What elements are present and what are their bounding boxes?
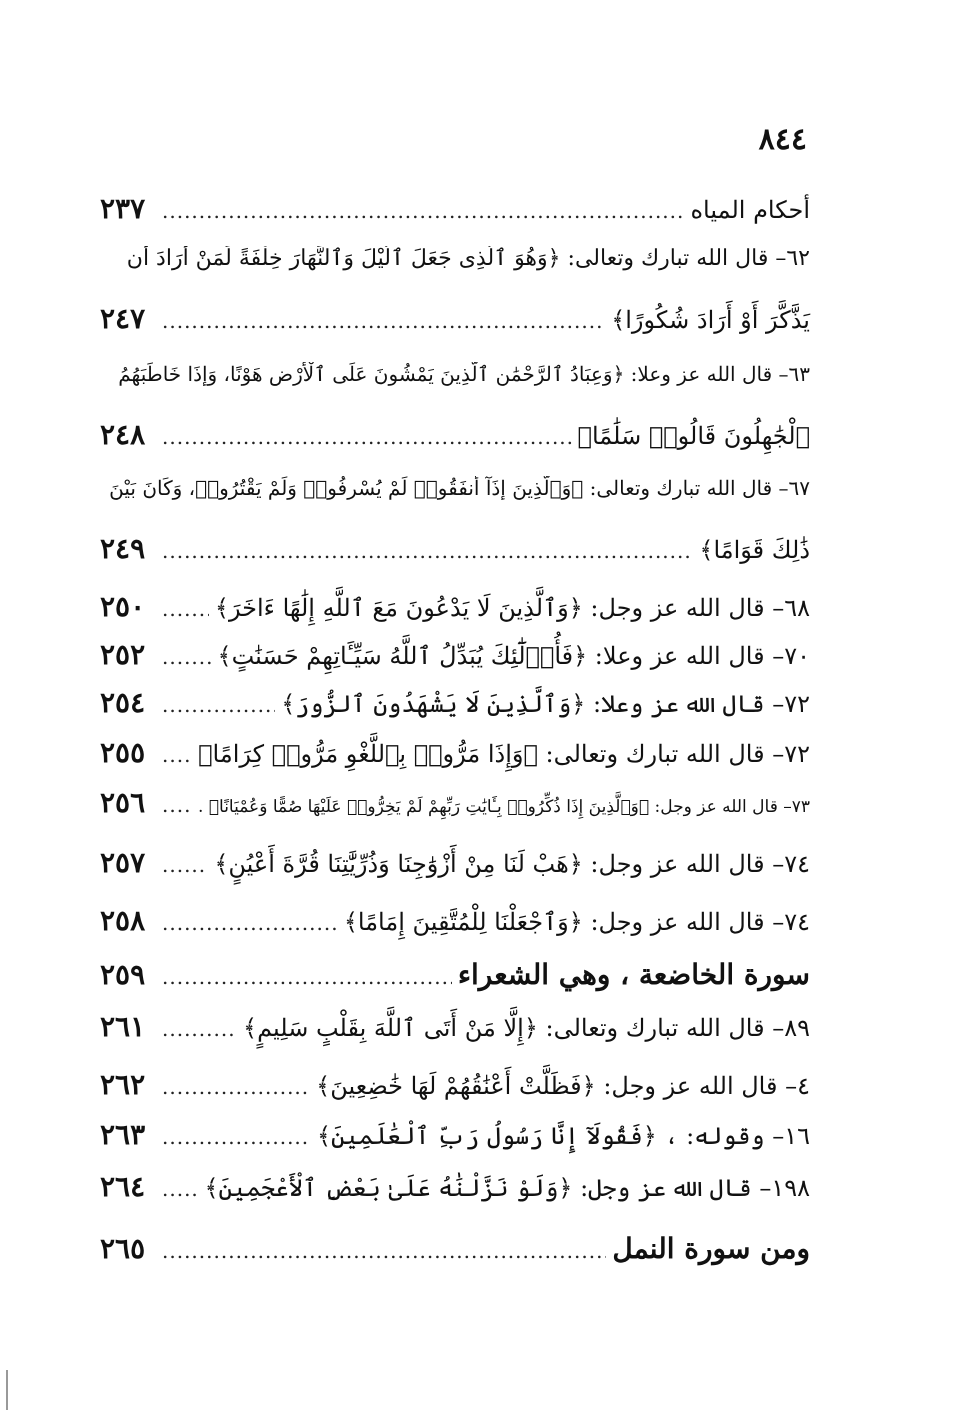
- toc-entry: [100, 192, 810, 232]
- leader-dots: [162, 743, 192, 767]
- entry-title: ٧٢– قال الله عز وعلا: ﴿وَٱلَّذِينَ لَا يَشْهَدُونَ ٱلزُّورَ﴾: [281, 690, 810, 718]
- entry-title: ٧٣– قال الله عز وجل: ﴿وَٱلَّذِينَ إِذَا ذُكِّرُوا۟ بِـَٔايَٰتِ رَبِّهِمْ لَمْ يَخِرُّوا۟ عَلَيْهَا صُمًّا وَعُمْيَانًا﴾ .: [198, 797, 810, 817]
- entry-page: ٢٣٧: [100, 192, 146, 225]
- toc-entry: [100, 1118, 810, 1158]
- entry-title: ٨٩– قال الله تبارك وتعالى: ﴿إِلَّا مَنْ أَتَى ٱللَّهَ بِقَلْبٍ سَلِيمٍ﴾: [243, 1014, 810, 1042]
- entry-title: ٦٨– قال الله عز وجل: ﴿وَٱلَّذِينَ لَا يَدْعُونَ مَعَ ٱللَّهِ إِلَٰهًا ءَاخَرَ﴾: [214, 594, 810, 622]
- scan-edge-mark: [6, 1370, 8, 1410]
- entry-page: ٢٤٩: [100, 532, 146, 565]
- leader-dots: [162, 425, 572, 449]
- entry-page: ٢٦٤: [100, 1170, 146, 1203]
- table-of-contents: [100, 0, 810, 1415]
- section-page: ٢٦٥: [100, 1232, 146, 1265]
- entry-page: ٢٦١: [100, 1010, 146, 1043]
- leader-dots: [162, 1075, 310, 1099]
- toc-entry: [100, 786, 810, 826]
- entry-page: ٢٥٥: [100, 736, 146, 769]
- toc-entry: [100, 686, 810, 726]
- entry-title: ٧٢– قال الله تبارك وتعالى: ﴿وَإِذَا مَرُّوا۟ بِٱللَّغْوِ مَرُّوا۟ كِرَامًا﴾: [198, 740, 810, 768]
- entry-page: ٢٥٤: [100, 686, 146, 719]
- section-title: ومن سورة النمل: [612, 1232, 810, 1265]
- entry-title: ٤– قال الله عز وجل: ﴿فَظَلَّتْ أَعْنَٰقُهُمْ لَهَا خَٰضِعِينَ﴾: [316, 1072, 810, 1100]
- section-title: سورة الخاضعة ، وهي الشعراء: [457, 958, 810, 991]
- entry-title: ٱلْجَٰهِلُونَ قَالُوا۟ سَلَٰمًا﴾: [577, 422, 810, 450]
- toc-entry: [100, 590, 810, 630]
- toc-entry: [100, 846, 810, 886]
- section-heading: [100, 958, 810, 998]
- leader-dots: [162, 539, 693, 563]
- toc-entry: [100, 1068, 810, 1108]
- leader-dots: [162, 693, 275, 717]
- toc-entry-line: ٦٢– قال الله تبارك وتعالى: ﴿وَهُوَ ٱلَّذِى جَعَلَ ٱلَّيْلَ وَٱلنَّهَارَ خِلْفَةً لِّمَنْ أَرَادَ أَن: [126, 246, 810, 271]
- entry-title: ذَٰلِكَ قَوَامًا﴾: [699, 536, 810, 564]
- entry-page: ٢٥٢: [100, 638, 146, 671]
- leader-dots: [162, 645, 212, 669]
- entry-title: يَذَّكَّرَ أَوْ أَرَادَ شُكُورًا﴾: [611, 306, 810, 334]
- toc-entry-line: ٦٧– قال الله تبارك وتعالى: ﴿وَٱلَّذِينَ إِذَآ أَنفَقُوا۟ لَمْ يُسْرِفُوا۟ وَلَمْ يَقْتُرُوا۟، وَكَانَ بَيْنَ: [109, 476, 810, 500]
- entry-page: ٢٥٨: [100, 904, 146, 937]
- toc-entry: [100, 418, 810, 458]
- leader-dots: [162, 911, 338, 935]
- leader-dots: [162, 853, 208, 877]
- entry-title: أحكام المياه: [690, 196, 810, 224]
- toc-entry: [100, 904, 810, 944]
- entry-page: ٢٦٣: [100, 1118, 146, 1151]
- leader-dots: [162, 199, 684, 223]
- toc-entry: [100, 1170, 810, 1210]
- leader-dots: [162, 793, 192, 817]
- toc-entry: [100, 638, 810, 678]
- section-heading: [100, 1232, 810, 1272]
- toc-entry: [100, 736, 810, 776]
- entry-title: ١٦– وقوله: ، ﴿فَقُولَآ إِنَّا رَسُولُ رَبِّ ٱلْعَٰلَمِينَ﴾: [316, 1122, 810, 1150]
- leader-dots: [162, 965, 452, 989]
- leader-dots: [162, 1239, 606, 1263]
- entry-title: ١٩٨– قال الله عز وجل: ﴿وَلَوْ نَزَّلْنَٰهُ عَلَىٰ بَعْضِ ٱلْأَعْجَمِينَ﴾: [204, 1174, 810, 1202]
- entry-page: ٢٤٧: [100, 302, 146, 335]
- toc-entry: [100, 532, 810, 572]
- page-number: ٨٤٤: [758, 122, 807, 157]
- toc-entry-line: ٦٣– قال الله عز وعلا: ﴿وَعِبَادُ ٱلرَّحْمَٰنِ ٱلَّذِينَ يَمْشُونَ عَلَى ٱلْأَرْضِ هَوْنًا، وَإِذَا خَاطَبَهُمُ: [118, 362, 810, 386]
- leader-dots: [162, 1017, 237, 1041]
- entry-page: ٢٥٦: [100, 786, 146, 819]
- entry-page: ٢٤٨: [100, 418, 146, 451]
- entry-title: ٧٤– قال الله عز وجل: ﴿وَٱجْعَلْنَا لِلْمُتَّقِينَ إِمَامًا﴾: [343, 908, 810, 936]
- leader-dots: [162, 309, 605, 333]
- leader-dots: [162, 1177, 198, 1201]
- entry-page: ٢٥٠: [100, 590, 146, 623]
- entry-page: ٢٦٢: [100, 1068, 146, 1101]
- entry-page: ٢٥٧: [100, 846, 146, 879]
- toc-entry: [100, 302, 810, 342]
- leader-dots: [162, 597, 209, 621]
- entry-title: ٧٠– قال الله عز وعلا: ﴿فَأُو۟لَٰٓئِكَ يُبَدِّلُ ٱللَّهُ سَيِّـَٔاتِهِمْ حَسَنَٰتٍ﴾: [217, 642, 810, 670]
- section-page: ٢٥٩: [100, 958, 146, 991]
- entry-title: ٧٤– قال الله عز وجل: ﴿هَبْ لَنَا مِنْ أَزْوَٰجِنَا وَذُرِّيَّٰتِنَا قُرَّةَ أَعْيُنٍ﴾: [214, 850, 810, 878]
- leader-dots: [162, 1125, 311, 1149]
- toc-entry: [100, 1010, 810, 1050]
